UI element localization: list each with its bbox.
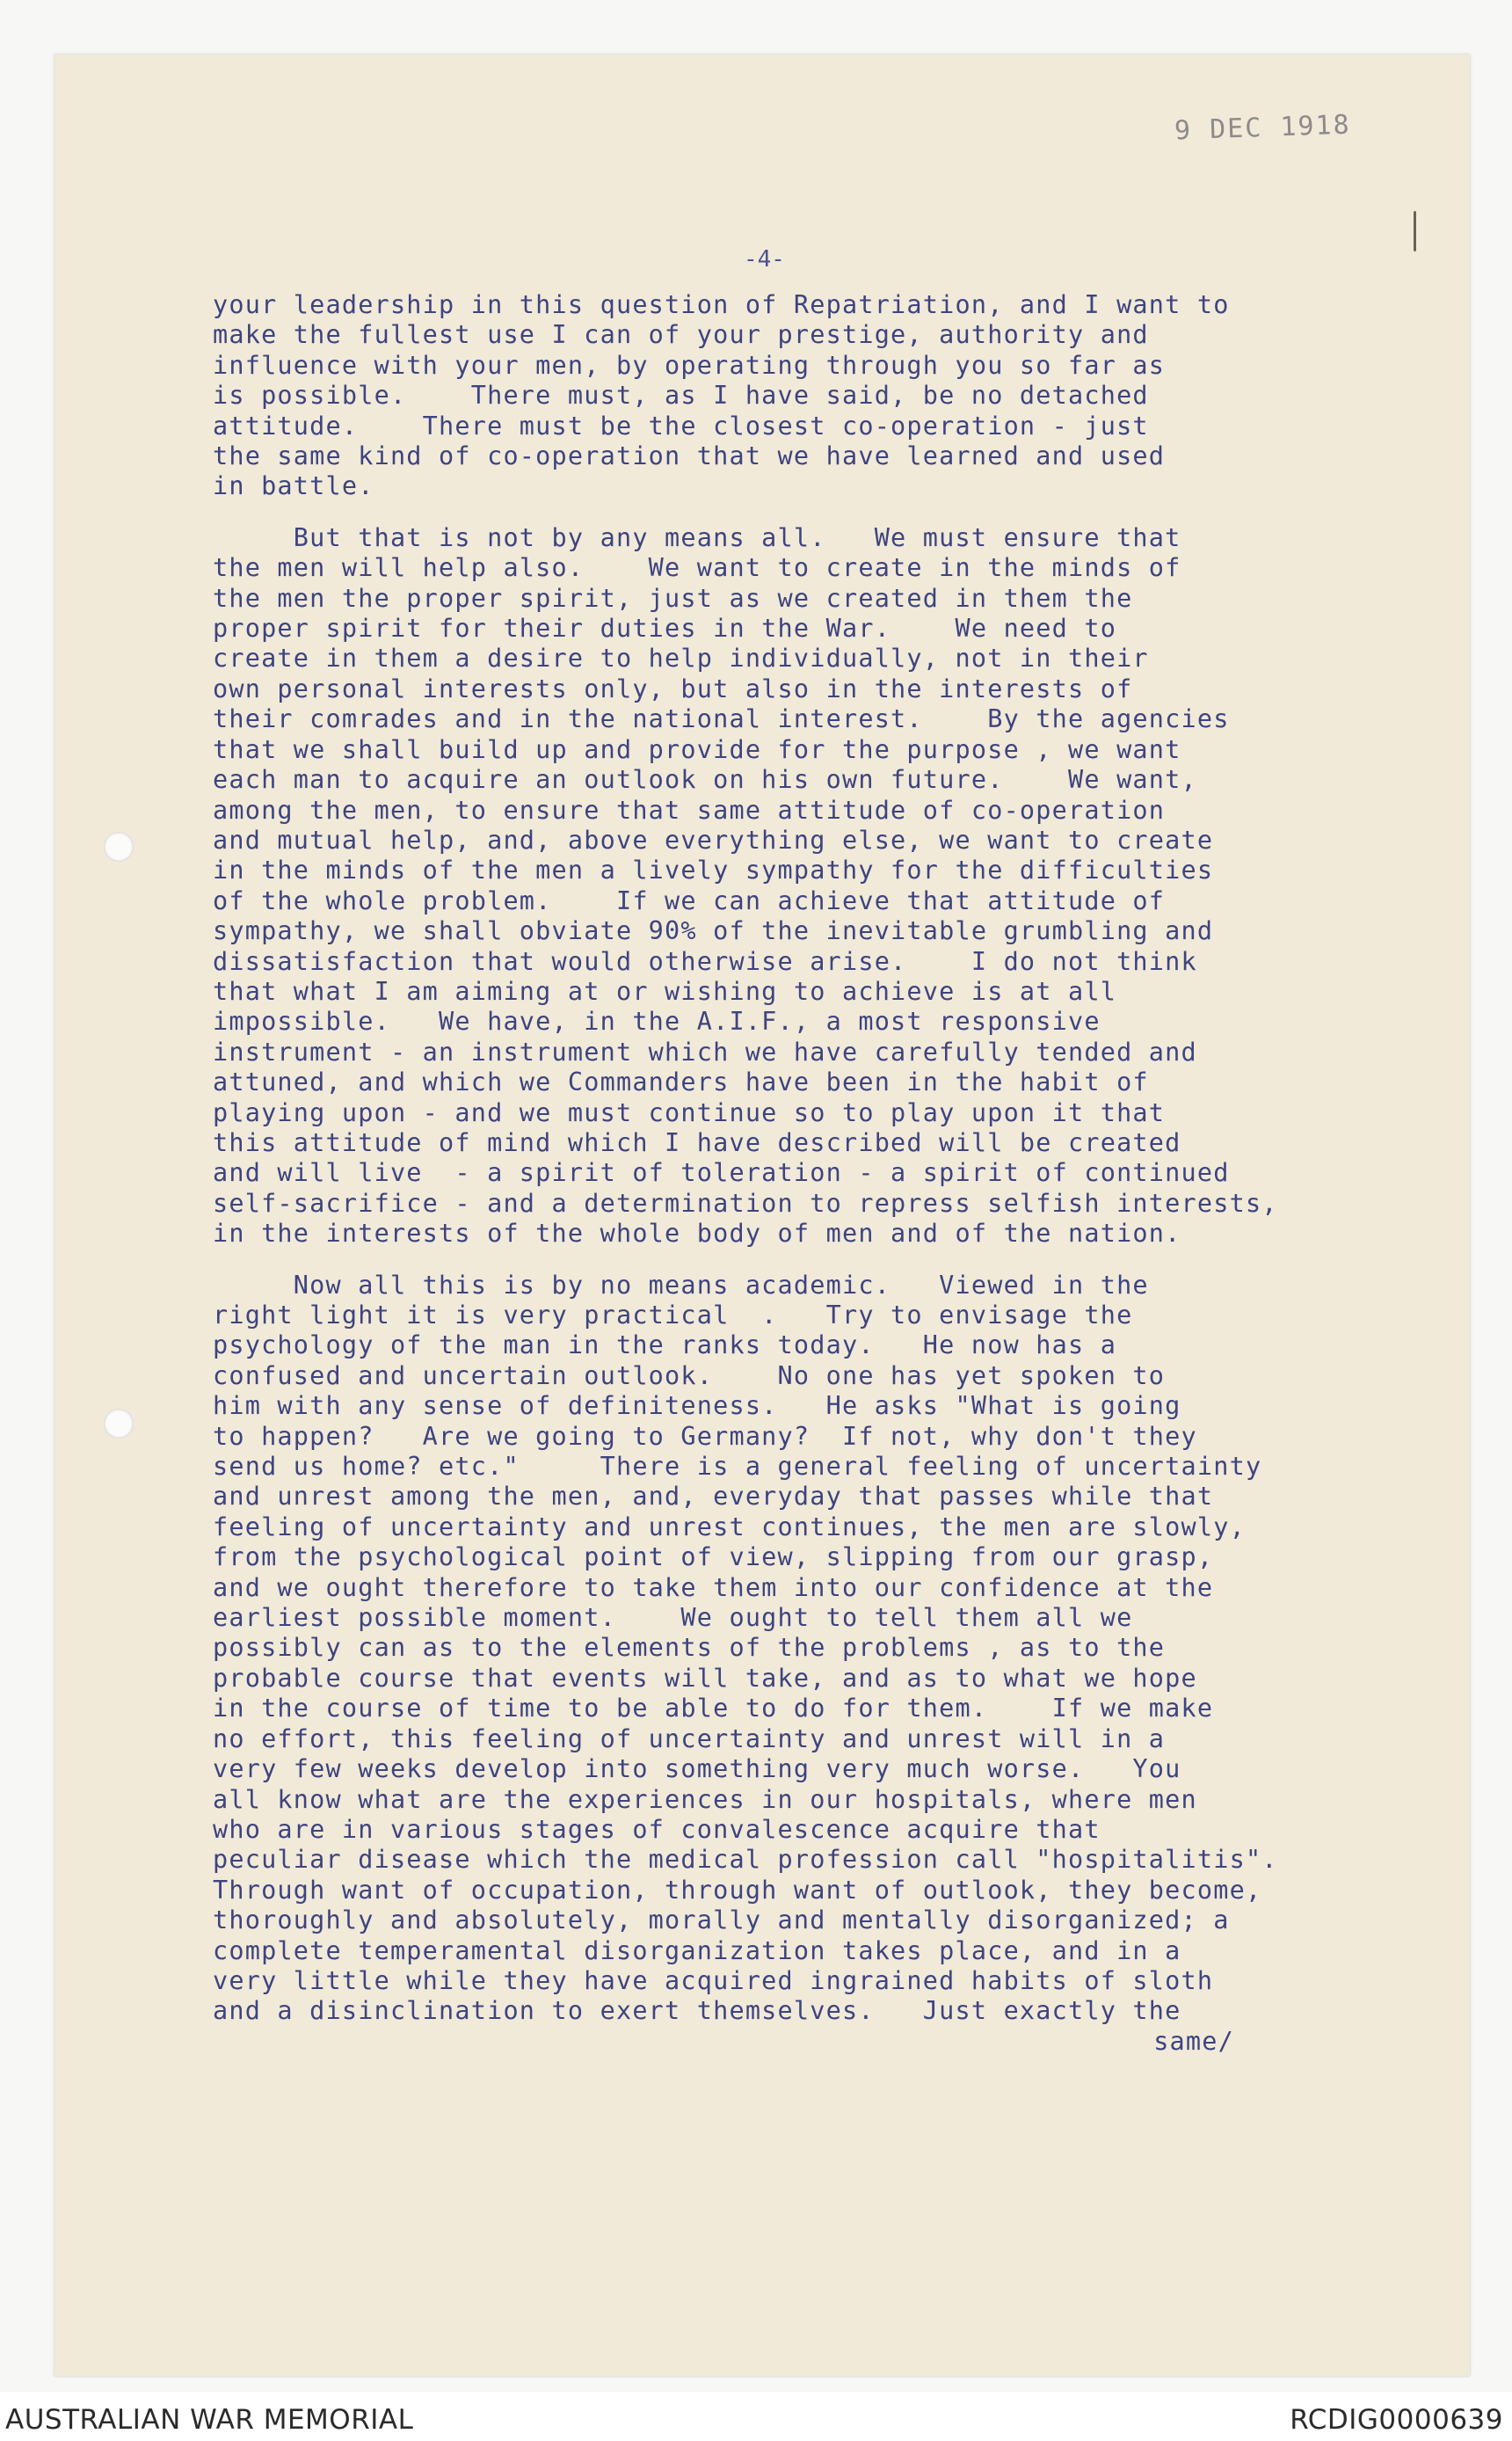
text-line: this attitude of mind which I have described will be created — [213, 1127, 1181, 1157]
text-line: the men will help also. We want to create in the minds of — [213, 553, 1181, 583]
text-line: peculiar disease which the medical profession call "hospitalitis". — [213, 1845, 1278, 1875]
punch-hole — [104, 1409, 134, 1439]
text-line: no effort, this feeling of uncertainty and unrest will in a — [213, 1723, 1166, 1753]
text-line: in the minds of the men a lively sympathy for the difficulties — [213, 856, 1214, 885]
text-line: dissatisfaction that would otherwise arise. I do not think — [213, 946, 1197, 976]
text-line: who are in various stages of convalescence acquire that — [213, 1814, 1101, 1844]
document-reference: RCDIG0000639 — [1290, 2404, 1503, 2436]
text-line: But that is not by any means all. We must ensure that — [213, 522, 1181, 552]
text-line: instrument - an instrument which we have carefully tended and — [213, 1037, 1197, 1067]
text-line: is possible. There must, as I have said, be no detached — [213, 381, 1149, 411]
text-line: in the course of time to be able to do for them. If we make — [213, 1694, 1214, 1723]
text-line: attitude. There must be the closest co-operation - just — [213, 411, 1149, 441]
text-line: psychology of the man in the ranks today. He now has a — [213, 1330, 1117, 1360]
text-line: influence with your men, by operating through you so far as — [213, 350, 1166, 380]
text-line: earliest possible moment. We ought to tell them all we — [213, 1603, 1133, 1633]
paragraph — [213, 290, 1382, 502]
text-line: confused and uncertain outlook. No one has yet spoken to — [213, 1360, 1166, 1390]
text-line: that what I am aiming at or wishing to achieve is at all — [213, 976, 1117, 1006]
text-line: and we ought therefore to take them into our confidence at the — [213, 1572, 1214, 1602]
text-line: from the psychological point of view, slipping from our grasp, — [213, 1542, 1214, 1572]
text-line: and a disinclination to exert themselves. Just exactly the — [213, 1996, 1181, 2026]
institution-name: AUSTRALIAN WAR MEMORIAL — [5, 2404, 414, 2436]
text-line: thoroughly and absolutely, morally and mentally disorganized; a — [213, 1905, 1230, 1935]
text-line: attuned, and which we Commanders have been in the habit of — [213, 1067, 1149, 1097]
date-stamp: 9 DEC 1918 — [1174, 109, 1352, 147]
text-line: each man to acquire an outlook on his own future. We want, — [213, 765, 1197, 795]
text-line: complete temperamental disorganization takes place, and in a — [213, 1935, 1181, 1965]
text-line: very little while they have acquired ingrained habits of sloth — [213, 1965, 1214, 1995]
text-line: right light it is very practical . Try to envisage the — [213, 1301, 1133, 1330]
punch-hole — [104, 832, 134, 862]
text-line: create in them a desire to help individually, not in their — [213, 644, 1149, 674]
text-line: send us home? etc." There is a general feeling of uncertainty — [213, 1452, 1262, 1482]
text-line: impossible. We have, in the A.I.F., a most responsive — [213, 1007, 1101, 1037]
text-line: probable course that events will take, and as to what we hope — [213, 1663, 1197, 1693]
text-line: among the men, to ensure that same attitude of co-operation — [213, 795, 1166, 825]
text-line: Through want of occupation, through want of outlook, they become, — [213, 1875, 1262, 1905]
text-line: him with any sense of definiteness. He asks "What is going — [213, 1391, 1181, 1421]
page-number-marker: -4- — [744, 246, 785, 273]
text-line: of the whole problem. If we can achieve that attitude of — [213, 885, 1166, 915]
text-line: make the fullest use I can of your prestige, authority and — [213, 320, 1149, 350]
text-line: in battle. — [213, 471, 374, 501]
pencil-mark — [1414, 211, 1416, 251]
text-line: self-sacrifice - and a determination to repress selfish interests, — [213, 1188, 1278, 1218]
text-line: their comrades and in the national interest. By the agencies — [213, 704, 1230, 734]
text-line: to happen? Are we going to Germany? If not, why don't they — [213, 1421, 1197, 1451]
text-line: the men the proper spirit, just as we created in them the — [213, 583, 1133, 613]
text-line: and unrest among the men, and, everyday that passes while that — [213, 1482, 1214, 1512]
text-line: playing upon - and we must continue so to play upon it that — [213, 1097, 1166, 1127]
text-line: your leadership in this question of Repatriation, and I want to — [213, 290, 1230, 319]
typescript-body — [213, 290, 1382, 2057]
catchword: same/ — [1153, 2026, 1234, 2056]
text-line: own personal interests only, but also in the interests of — [213, 674, 1133, 703]
text-line: in the interests of the whole body of men and of the nation. — [213, 1219, 1181, 1249]
archive-footer — [0, 2392, 1512, 2441]
text-line: sympathy, we shall obviate 90% of the inevitable grumbling and — [213, 916, 1214, 946]
text-line: and mutual help, and, above everything else, we want to create — [213, 825, 1214, 855]
text-line: very few weeks develop into something very much worse. You — [213, 1754, 1181, 1784]
text-line: all know what are the experiences in our hospitals, where men — [213, 1784, 1197, 1814]
text-line: Now all this is by no means academic. Viewed in the — [213, 1270, 1149, 1300]
paragraph — [213, 1271, 1382, 2027]
text-line: feeling of uncertainty and unrest continues, the men are slowly, — [213, 1512, 1246, 1541]
paragraph — [213, 523, 1382, 1250]
text-line: proper spirit for their duties in the War. We need to — [213, 614, 1117, 644]
text-line: the same kind of co-operation that we have learned and used — [213, 441, 1166, 471]
text-line: and will live - a spirit of toleration - a spirit of continued — [213, 1158, 1230, 1188]
text-line: possibly can as to the elements of the problems , as to the — [213, 1633, 1166, 1663]
text-line: that we shall build up and provide for the purpose , we want — [213, 734, 1181, 764]
